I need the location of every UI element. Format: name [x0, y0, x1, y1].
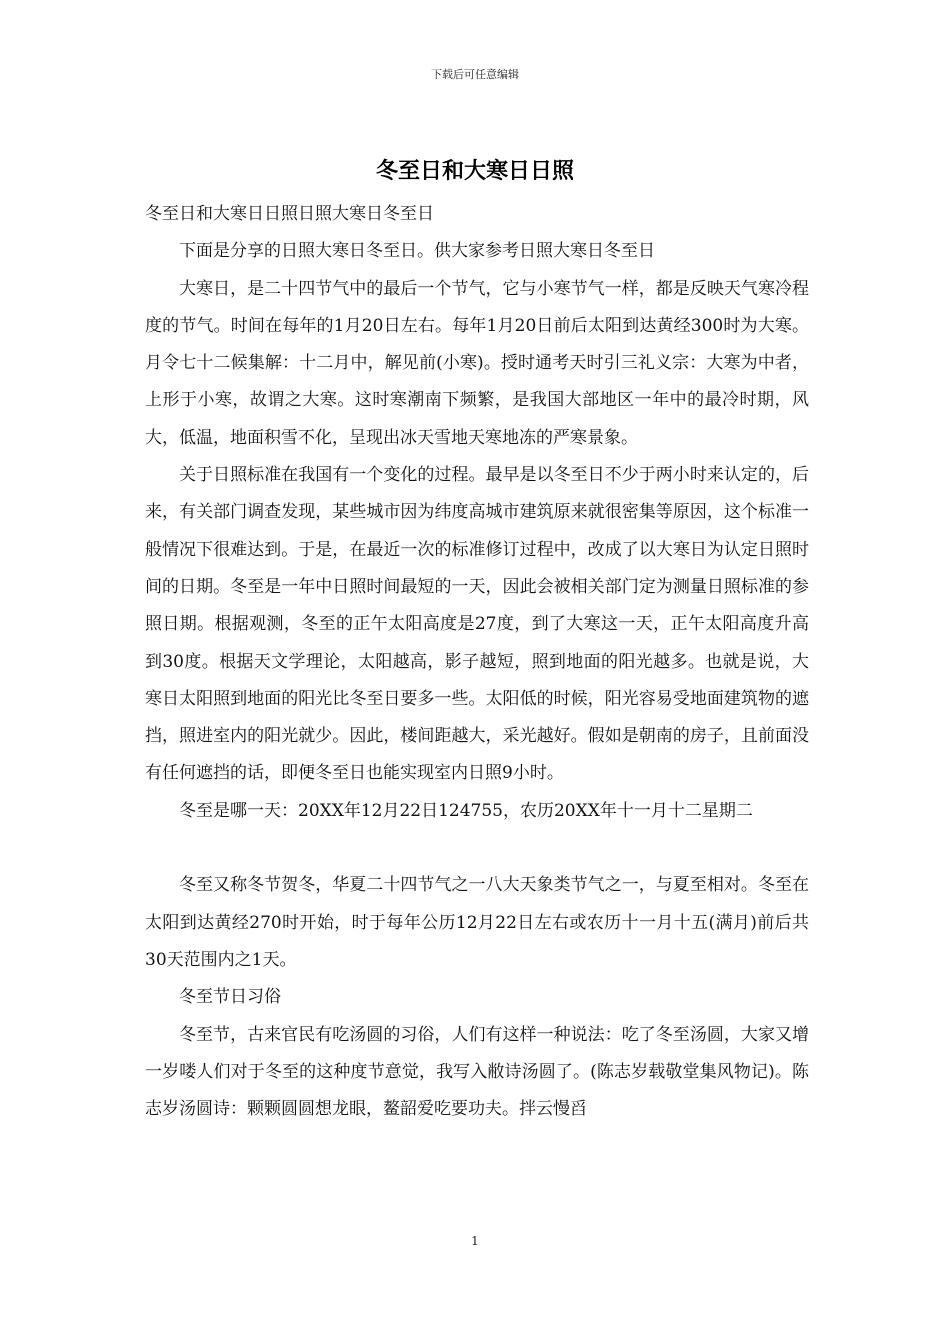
document-title: 冬至日和大寒日日照: [375, 158, 574, 184]
document-body: [145, 196, 809, 1128]
blank-line: [145, 830, 809, 867]
section-heading-customs: 冬至节日习俗: [179, 987, 281, 1008]
paragraph-dongzhi-definition: 冬至又称冬节贺冬，华夏二十四节气之一八大天象类节气之一，与夏至相对。冬至在太阳到达黄经270时开始，时于每年公历12月22日左右或农历十一月十五(满月)前后共30天范围内之1天。: [145, 875, 809, 970]
page-header: 下载后可任意编辑: [431, 68, 519, 81]
paragraph-dahan: 大寒日，是二十四节气中的最后一个节气，它与小寒节气一样，都是反映天气寒冷程度的节气。时间在每年的1月20日左右。每年1月20日前后太阳到达黄经300时为大寒。月令七十二候集解：十二月中，解见前(小寒)。授时通考天时引三礼义宗：大寒为中者，上形于小寒，故谓之大寒。这时寒潮南下频繁，是我国大部地区一年中的最冷时期，风大，低温，地面积雪不化，呈现出冰天雪地天寒地冻的严寒景象。: [145, 278, 809, 448]
paragraph-customs: 冬至节，古来官民有吃汤圆的习俗，人们有这样一种说法：吃了冬至汤圆，大家又增一岁喽人们对于冬至的这种度节意觉，我写入敝诗汤圆了。(陈志岁载敬堂集风物记)。陈志岁汤圆诗：颗颗圆圆想龙眼，鳌韶爱吃要功夫。拌云慢舀: [145, 1024, 809, 1120]
paragraph-keywords: 冬至日和大寒日日照日照大寒日冬至日: [145, 204, 434, 224]
paragraph-sunlight-standard: 关于日照标准在我国有一个变化的过程。最早是以冬至日不少于两小时来认定的，后来，有关部门调查发现，某些城市因为纬度高城市建筑原来就很密集等原因，这个标准一般情况下很难达到。于是，在最近一次的标准修订过程中，改成了以大寒日为认定日照时间的日期。冬至是一年中日照时间最短的一天，因此会被相关部门定为测量日照标准的参照日期。根据观测，冬至的正午太阳高度是27度，到了大寒这一天，正午太阳高度升高到30度。根据天文学理论，太阳越高，影子越短，照到地面的阳光越多。也就是说，大寒日太阳照到地面的阳光比冬至日要多一些。太阳低的时候，阳光容易受地面建筑物的遮挡，照进室内的阳光就少。因此，楼间距越大，采光越好。假如是朝南的房子，且前面没有任何遮挡的话，即便冬至日也能实现室内日照9小时。: [145, 465, 809, 784]
paragraph-dongzhi-date: 冬至是哪一天：20XX年12月22日124755，农历20XX年十一月十二星期二: [179, 800, 753, 821]
paragraph-intro: 下面是分享的日照大寒日冬至日。供大家参考日照大寒日冬至日: [179, 241, 655, 262]
page-number: 1: [471, 1234, 479, 1248]
